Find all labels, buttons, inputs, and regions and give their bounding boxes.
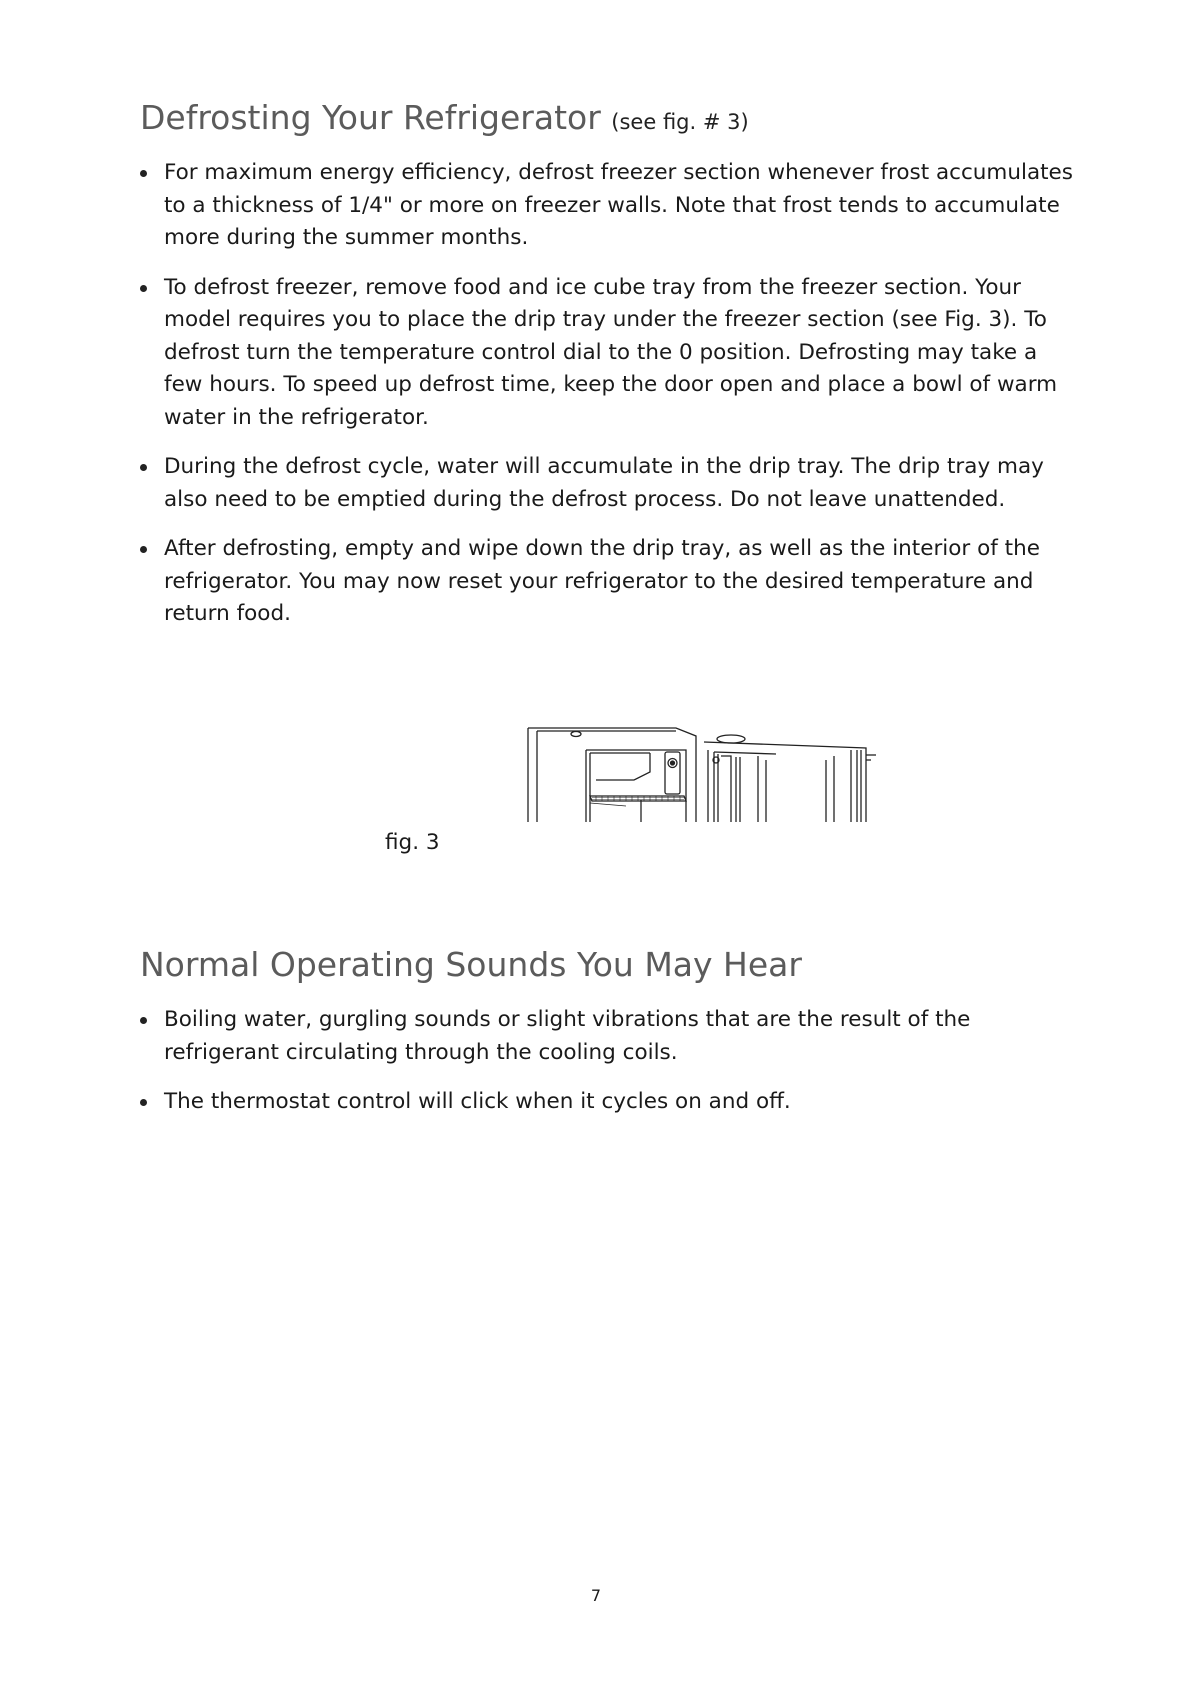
operating-sounds-list bbox=[140, 1004, 1075, 1136]
list-item: During the defrost cycle, water will accumulate in the drip tray. The drip tray may also need to be emptied during the defrost process. Do not leave unattended. bbox=[140, 451, 1075, 516]
figure-caption: fig. 3 bbox=[385, 830, 440, 855]
section-title-text: Defrosting Your Refrigerator bbox=[140, 98, 601, 137]
section-title-defrosting bbox=[140, 98, 749, 142]
refrigerator-open-door-illustration bbox=[526, 720, 876, 822]
list-item: Boiling water, gurgling sounds or slight vibrations that are the result of the refrigerant circulating through the cooling coils. bbox=[140, 1004, 1075, 1069]
list-item: After defrosting, empty and wipe down the drip tray, as well as the interior of the refrigerator. You may now reset your refrigerator to the desired temperature and return food. bbox=[140, 533, 1075, 631]
list-item: The thermostat control will click when it cycles on and off. bbox=[140, 1086, 1075, 1119]
list-item: To defrost freezer, remove food and ice cube tray from the freezer section. Your model requires you to place the drip tray under the freezer section (see Fig. 3). To defrost turn the temperature control dial to the 0 position. Defrosting may take a few hours. To speed up defrost time, keep the door open and place a bowl of warm water in the refrigerator. bbox=[140, 272, 1075, 435]
refrigerator-figure bbox=[526, 720, 876, 822]
section-title-operating-sounds: Normal Operating Sounds You May Hear bbox=[140, 945, 802, 984]
page-number: 7 bbox=[590, 1586, 602, 1605]
list-item: For maximum energy efficiency, defrost freezer section whenever frost accumulates to a thickness of 1/4" or more on freezer walls. Note that frost tends to accumulate more during the summer months. bbox=[140, 157, 1075, 255]
figure-reference-note: (see fig. # 3) bbox=[611, 110, 749, 134]
defrosting-instructions-list bbox=[140, 157, 1075, 648]
